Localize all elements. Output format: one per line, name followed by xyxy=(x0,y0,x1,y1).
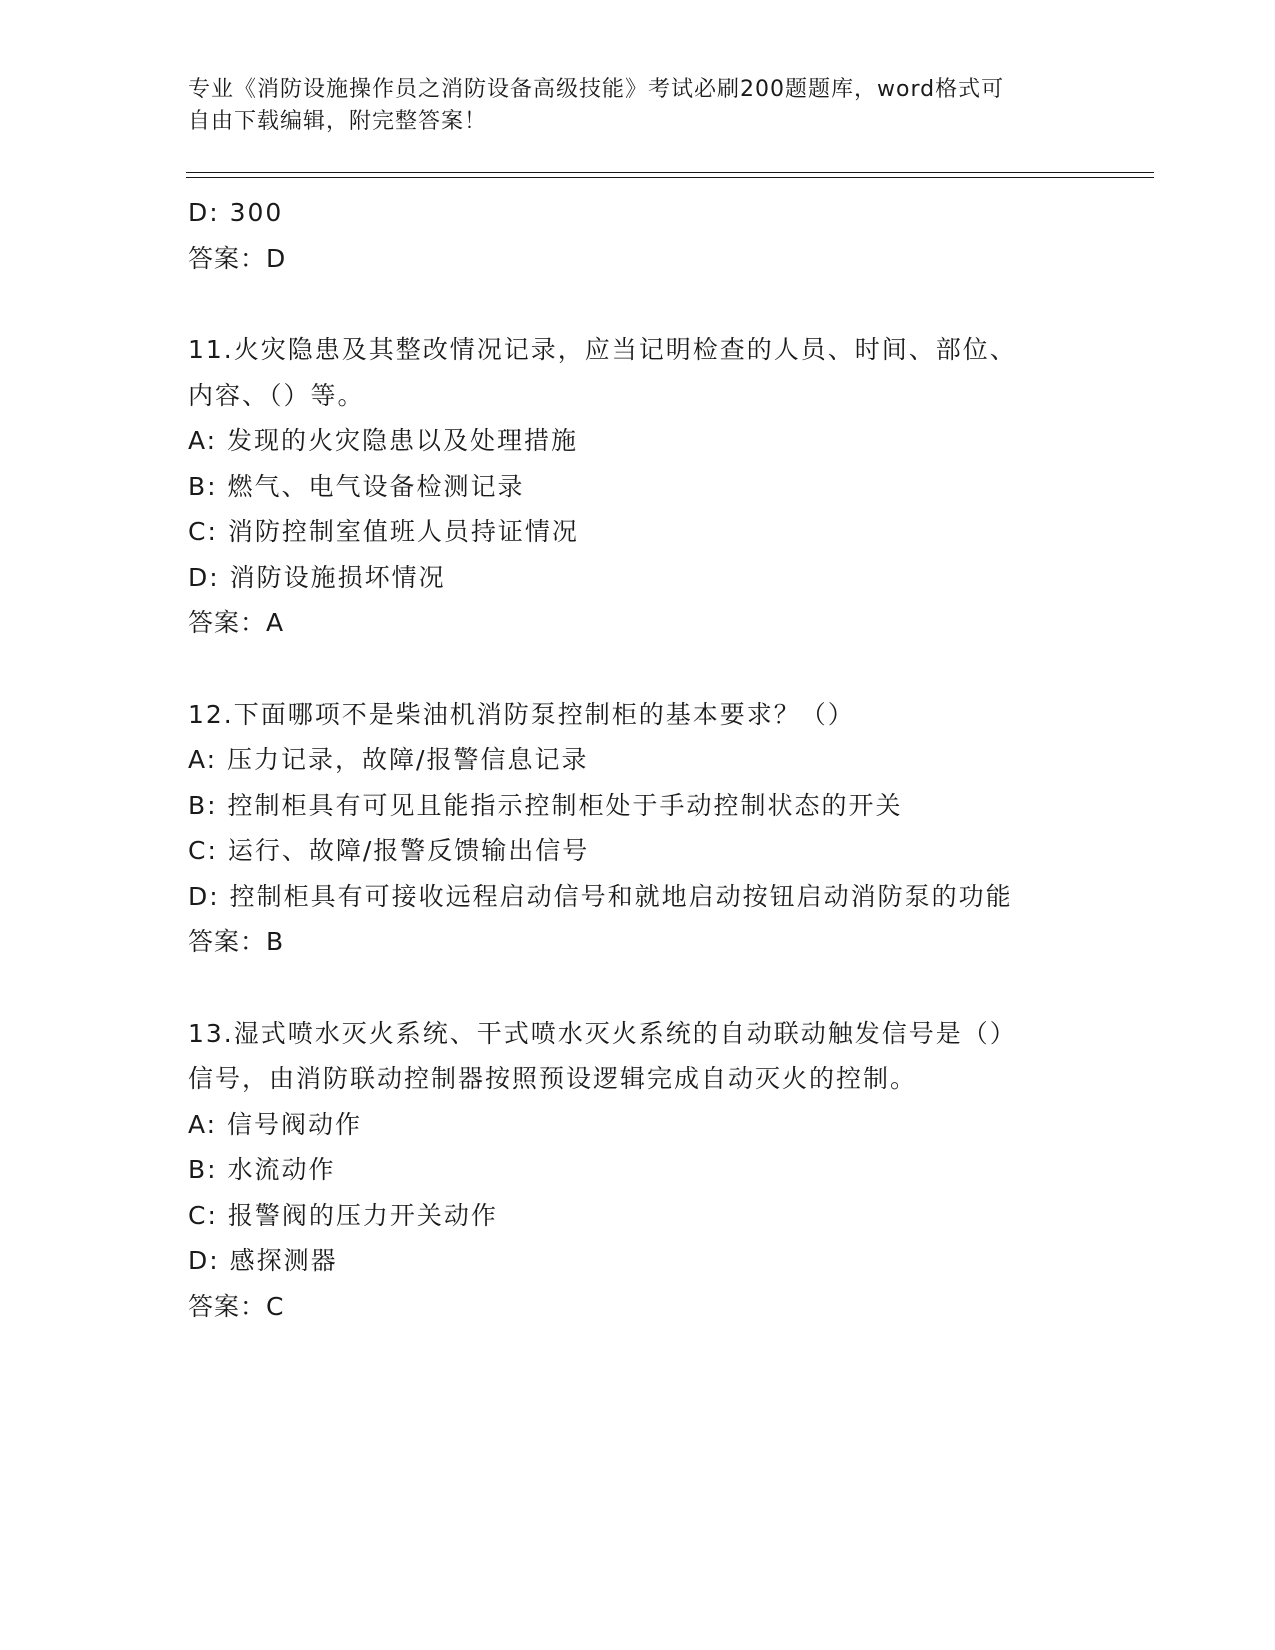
option-b: B: 水流动作 xyxy=(188,1155,336,1184)
question-content xyxy=(188,190,1088,1329)
answer-line: 答案：C xyxy=(188,1291,285,1321)
question-12 xyxy=(188,692,1088,965)
answer-line: 答案：A xyxy=(188,608,285,637)
answer-line: 答案：B xyxy=(188,927,285,956)
option-d: D: 300 xyxy=(188,198,284,227)
header-rule-bottom xyxy=(186,177,1154,178)
previous-question-tail xyxy=(188,190,1088,281)
option-a: A: 压力记录，故障/报警信息记录 xyxy=(188,745,589,774)
question-stem-line: 内容、（）等。 xyxy=(188,380,365,410)
option-d: D: 消防设施损坏情况 xyxy=(188,562,446,592)
option-d: D: 控制柜具有可接收远程启动信号和就地启动按钮启动消防泵的功能 xyxy=(188,881,1013,911)
option-a: A: 发现的火灾隐患以及处理措施 xyxy=(188,426,579,455)
question-stem-line: 13.湿式喷水灭火系统、干式喷水灭火系统的自动联动触发信号是（） xyxy=(188,1018,1017,1048)
option-b: B: 燃气、电气设备检测记录 xyxy=(188,471,525,501)
document-header xyxy=(188,74,1068,138)
header-rule-top xyxy=(186,172,1154,173)
option-d: D: 感探测器 xyxy=(188,1246,338,1275)
option-c: C: 消防控制室值班人员持证情况 xyxy=(188,517,579,546)
question-stem-line: 信号，由消防联动控制器按照预设逻辑完成自动灭火的控制。 xyxy=(188,1064,918,1093)
header-line-2: 自由下载编辑，附完整答案！ xyxy=(188,109,488,134)
answer-line: 答案：D xyxy=(188,243,287,273)
header-line-1: 专业《消防设施操作员之消防设备高级技能》考试必刷200题题库，word格式可 xyxy=(188,77,1005,102)
option-b: B: 控制柜具有可见且能指示控制柜处于手动控制状态的开关 xyxy=(188,790,903,820)
option-c: C: 运行、故障/报警反馈输出信号 xyxy=(188,836,590,865)
question-13 xyxy=(188,1011,1088,1330)
question-11 xyxy=(188,327,1088,646)
question-stem-line: 11.火灾隐患及其整改情况记录，应当记明检查的人员、时间、部位、 xyxy=(188,335,1017,364)
question-stem-line: 12.下面哪项不是柴油机消防泵控制柜的基本要求？（） xyxy=(188,699,855,729)
option-a: A: 信号阀动作 xyxy=(188,1109,363,1139)
spacer xyxy=(188,281,1088,327)
spacer xyxy=(188,965,1088,1011)
spacer xyxy=(188,646,1088,692)
option-c: C: 报警阀的压力开关动作 xyxy=(188,1200,498,1230)
